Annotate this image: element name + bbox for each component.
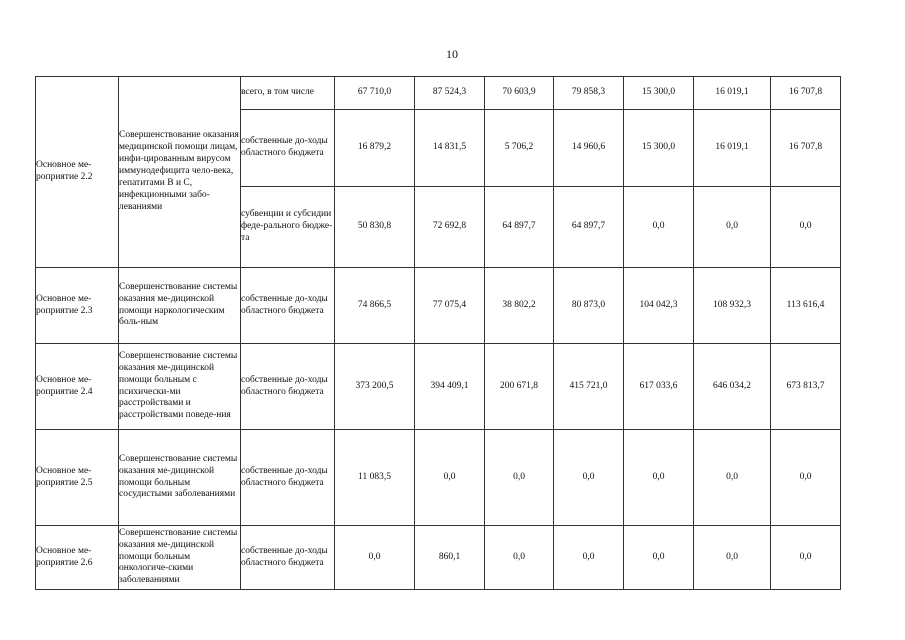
value-cell: 11 083,5 xyxy=(335,430,415,526)
value-cell: 200 671,8 xyxy=(485,344,554,430)
value-cell: 74 866,5 xyxy=(335,268,415,344)
funding-source: собственные до-ходы областного бюджета xyxy=(241,526,335,590)
value-cell: 50 830,8 xyxy=(335,187,415,268)
value-cell: 860,1 xyxy=(415,526,485,590)
funding-source: собственные до-ходы областного бюджета xyxy=(241,110,335,187)
value-cell: 113 616,4 xyxy=(771,268,841,344)
value-cell: 0,0 xyxy=(624,526,694,590)
value-cell: 16 019,1 xyxy=(694,110,771,187)
value-cell: 14 831,5 xyxy=(415,110,485,187)
table-row xyxy=(36,526,841,590)
value-cell: 0,0 xyxy=(335,526,415,590)
value-cell: 0,0 xyxy=(554,430,624,526)
table-row xyxy=(36,430,841,526)
value-cell: 108 932,3 xyxy=(694,268,771,344)
activity-description: Совершенствование системы оказания ме-дицинской помощи наркологическим боль-ным xyxy=(119,268,241,344)
activity-label: Основное ме-роприятие 2.5 xyxy=(36,430,119,526)
value-cell: 80 873,0 xyxy=(554,268,624,344)
page-number: 10 xyxy=(446,47,458,61)
table-row xyxy=(36,77,841,110)
activity-label: Основное ме-роприятие 2.3 xyxy=(36,268,119,344)
value-cell: 16 707,8 xyxy=(771,77,841,110)
value-cell: 0,0 xyxy=(624,187,694,268)
funding-source: собственные до-ходы областного бюджета xyxy=(241,430,335,526)
value-cell: 0,0 xyxy=(771,526,841,590)
activity-description: Совершенствование системы оказания ме-дицинской помощи больным онкологиче-скими заболеваниями xyxy=(119,526,241,590)
value-cell: 0,0 xyxy=(694,430,771,526)
funding-source: субвенции и субсидии феде-рального бюдже-та xyxy=(241,187,335,268)
value-cell: 72 692,8 xyxy=(415,187,485,268)
value-cell: 646 034,2 xyxy=(694,344,771,430)
value-cell: 38 802,2 xyxy=(485,268,554,344)
value-cell: 77 075,4 xyxy=(415,268,485,344)
activity-description: Совершенствование системы оказания ме-дицинской помощи больным сосудистыми заболеваниями xyxy=(119,430,241,526)
activity-description: Совершенствование системы оказания ме-дицинской помощи больным с психически-ми расстройствами и расстройствами поведе-ния xyxy=(119,344,241,430)
value-cell: 673 813,7 xyxy=(771,344,841,430)
value-cell: 373 200,5 xyxy=(335,344,415,430)
value-cell: 16 707,8 xyxy=(771,110,841,187)
table-row xyxy=(36,268,841,344)
funding-source: всего, в том числе xyxy=(241,77,335,110)
value-cell: 5 706,2 xyxy=(485,110,554,187)
value-cell: 617 033,6 xyxy=(624,344,694,430)
value-cell: 70 603,9 xyxy=(485,77,554,110)
value-cell: 0,0 xyxy=(771,187,841,268)
budget-table xyxy=(35,76,841,590)
value-cell: 0,0 xyxy=(694,187,771,268)
value-cell: 79 858,3 xyxy=(554,77,624,110)
value-cell: 0,0 xyxy=(771,430,841,526)
value-cell: 0,0 xyxy=(694,526,771,590)
value-cell: 0,0 xyxy=(415,430,485,526)
value-cell: 0,0 xyxy=(485,430,554,526)
table-row xyxy=(36,344,841,430)
activity-label: Основное ме-роприятие 2.4 xyxy=(36,344,119,430)
activity-label: Основное ме-роприятие 2.2 xyxy=(36,77,119,268)
activity-label: Основное ме-роприятие 2.6 xyxy=(36,526,119,590)
value-cell: 67 710,0 xyxy=(335,77,415,110)
value-cell: 64 897,7 xyxy=(485,187,554,268)
value-cell: 394 409,1 xyxy=(415,344,485,430)
value-cell: 0,0 xyxy=(485,526,554,590)
funding-source: собственные до-ходы областного бюджета xyxy=(241,268,335,344)
value-cell: 16 879,2 xyxy=(335,110,415,187)
value-cell: 87 524,3 xyxy=(415,77,485,110)
activity-description: Совершенствование оказания медицинской помощи лицам, инфи-цированным вирусом иммунодефицита чело-века, гепатитами В и С, инфекционными забо-леваниями xyxy=(119,77,241,268)
value-cell: 64 897,7 xyxy=(554,187,624,268)
funding-source: собственные до-ходы областного бюджета xyxy=(241,344,335,430)
value-cell: 104 042,3 xyxy=(624,268,694,344)
value-cell: 15 300,0 xyxy=(624,77,694,110)
value-cell: 0,0 xyxy=(554,526,624,590)
value-cell: 16 019,1 xyxy=(694,77,771,110)
value-cell: 415 721,0 xyxy=(554,344,624,430)
value-cell: 15 300,0 xyxy=(624,110,694,187)
value-cell: 14 960,6 xyxy=(554,110,624,187)
value-cell: 0,0 xyxy=(624,430,694,526)
